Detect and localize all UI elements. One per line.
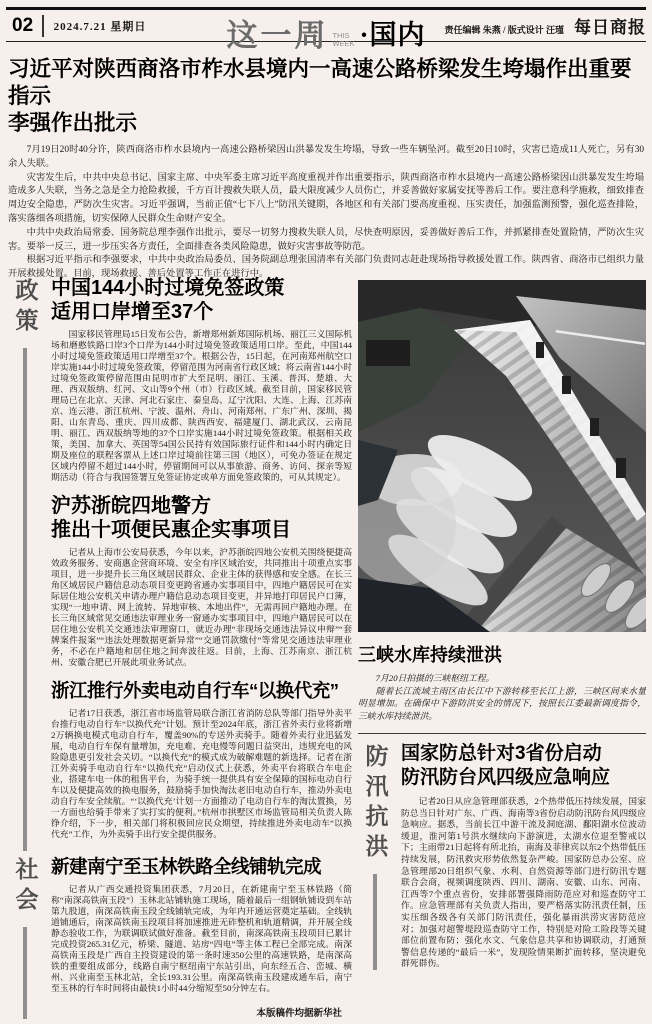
- article-title-line1: 国家防总针对3省份启动: [401, 743, 602, 764]
- masthead-week-cn: 这一周: [226, 18, 329, 53]
- photo-caption-paragraph: 随着长江流域主雨区由长江中下游转移至长江上游，三峡区间来水量明显增加。在确保中下游防洪安全的情况下，按照长江委最新调度指令，三峡水库持续泄洪。: [358, 685, 646, 721]
- article-ebike-battery-swap: [51, 679, 352, 840]
- top-story-paragraph: 7月19日20时40分许，陕西商洛市柞水县境内一高速公路桥梁因山洪暴发发生垮塌，导致一些车辆坠河。截至20日10时，灾害已造成11人死亡，另有30余人失联。: [8, 145, 644, 169]
- editors-credit: 责任编辑 朱燕 / 版式设计 汪瑾: [444, 25, 564, 35]
- issue-date: 2024.7.21 星期日: [53, 20, 147, 33]
- masthead-week-en: [332, 32, 354, 48]
- photo-caption: [358, 672, 646, 722]
- flood-section-label: 防汛抗洪: [362, 744, 388, 864]
- photo-caption-paragraph: 7月20日拍摄的三峡枢纽工程。: [375, 673, 495, 683]
- article-body: 记者20日从应急管理部获悉，2个热带低压持续发展，国家防总当日针对广东、广西、海南等3省份启动防汛防台风四级应急响应。据悉，当前长江中游干流及洞庭湖、鄱阳湖水位波动缓退，淮河第1号洪水继续向下游演进，太湖水位退至警戒以下；主雨带21日起将有所北抬，南海及菲律宾以东2个热带低压持续发展，防汛救灾形势依然复杂严峻。国家防总办公室、应急管理部20日组织气象、水利、自然资源等部门进行防汛专题联合会商，视频调度陕西、四川、湖南、安徽、山东、河南、江西等7个重点省份，安排部署强降雨防范应对和巡查防守工作。应急管理部有关负责人指出，要严格落实防汛责任制，压实压细各级各有关部门防汛责任，强化暴雨洪涝灾害防范应对；加强对超警堤段巡查防守工作，特别是对险工险段等关键部位前置布防；强化水文、气象信息共享和协调联动，打通预警信息传递的“最后一米”，发现险情果断扩面转移，坚决避免群死群伤。: [401, 796, 646, 969]
- headline-line1: 习近平对陕西商洛市柞水县境内一高速公路桥梁发生垮塌作出重要指示: [8, 57, 632, 108]
- society-label-column: [8, 851, 42, 1019]
- right-column: [358, 280, 646, 1022]
- top-story-headline: [8, 56, 644, 137]
- society-section-bar: [23, 927, 27, 1019]
- header-left: [6, 15, 146, 37]
- paper-name: 每日商报: [574, 18, 646, 37]
- article-title: [51, 276, 352, 324]
- article-title-line2: 推出十项便民惠企实事项目: [51, 519, 291, 541]
- article-title-line1: 中国144小时过境免签政策: [51, 277, 285, 299]
- flood-section-content: [392, 738, 646, 970]
- article-title: 浙江推行外卖电动自行车“以换代充”: [51, 680, 339, 701]
- photo-caption-title: 三峡水库持续泄洪: [358, 645, 502, 665]
- page-header: [6, 10, 646, 53]
- left-column: [8, 272, 352, 1020]
- flood-section: [358, 738, 646, 970]
- article-police-services: [51, 494, 352, 668]
- society-section: [8, 851, 352, 1019]
- header-divider: [42, 15, 44, 37]
- article-title: [401, 742, 646, 790]
- article-body: 国家移民管理局15日发布公告，新增郑州新郑国际机场、丽江三义国际机场和磨憨铁路口岸3个口岸为144小时过境免签政策适用口岸。至此，中国144小时过境免签政策适用口岸增至37个。根据公告，15日起，在河南郑州航空口岸实施144小时过境免签政策，停留范围为河南省行政区域；将云南省144小时过境免签政策停留范围由昆明市扩大至昆明、丽江、玉溪、普洱、楚雄、大理、西双版纳、红河、文山等9个州（市）行政区域。截至目前，国家移民管理局已在北京、天津、河北石家庄、秦皇岛、辽宁沈阳、大连、上海、江苏南京、连云港、浙江杭州、宁波、温州、舟山、河南郑州、广东广州、深圳、揭阳、山东青岛、重庆、四川成都、陕西西安、福建厦门、湖北武汉、云南昆明、丽江、西双版纳等地的37个口岸实施144小时过境免签政策。根据相关政策，美国、加拿大、英国等54国公民持有效国际旅行证件和144小时内确定日期及座位的联程客票从上述口岸过境前往第三国（地区），可免办签证在规定区域内停留不超过144小时，停留期间可以从事旅游、商务、访问、探亲等短期活动（符合与我国签署互免签证协定或单方面免签政策的，可从其规定）。: [51, 329, 352, 482]
- article-title-line2: 防汛防台风四级应急响应: [401, 767, 611, 788]
- three-gorges-photo: [358, 280, 646, 632]
- society-section-label: 社会: [12, 857, 38, 917]
- article-title: 新建南宁至玉林铁路全线铺轨完成: [51, 856, 322, 877]
- article-body: 记者17日获悉，浙江省市场监管局联合浙江省消防总队等部门指导外卖平台推行电动自行车“以换代充”计划。预计至2024年底，浙江省外卖行业将新增2万辆换电模式电动自行车，覆盖90%的专送外卖骑手。随着外卖行业迅猛发展，电动自行车保有量增加，充电难、充电慢等问题日益突出，违规充电的风险隐患更引发社会关切。“以换代充”的模式成为破解难题的新选择。记者在浙江外卖骑手电动自行车“以换代充”启动仪式上获悉，外卖平台将联合车电企业，搭建车电一体的租售平台，为骑手统一提供具有安全保障的国标电动自行车以及便捷高效的换电服务，鼓励骑手加快淘汰老旧电动自行车，推动外卖电动自行车安全续航。“‘以换代充’计划一方面推动了电动自行车的淘汰置换，另一方面也给骑手带来了实打实的便利。”杭州市拱墅区市场监管局相关负责人陈铮介绍，下一步，相关部门将积极回应民众期望，持续推进外卖电动车“以换代充”工作，为外卖骑手出行安全提供服务。: [51, 708, 352, 839]
- article-flood-response: [401, 742, 646, 970]
- policy-section-label: 政策: [12, 278, 38, 338]
- flood-section-bar: [373, 874, 377, 970]
- policy-section: [8, 272, 352, 851]
- top-story-paragraph: 灾害发生后，中共中央总书记、国家主席、中央军委主席习近平高度重视并作出重要指示，陕西商洛市柞水县境内一高速公路桥梁因山洪暴发发生垮塌造成多人失联，当务之急是全力抢险救援，千方百计搜救失联人员，最大限度减少人员伤亡，并妥善做好家属安抚等善后工作。要注意科学施救，细致排查周边安全隐患，严防次生灾害。习近平强调，当前正值“七下八上”防汛关键期，各地区和有关部门要高度重视、压实责任，加强监测预警，强化巡查排险，落实落细各项措施，切实保障人民群众生命财产安全。: [8, 172, 644, 224]
- header-right: [444, 13, 646, 38]
- masthead-week-en-line1: THIS: [332, 30, 350, 40]
- masthead-section: ·国内: [359, 20, 426, 50]
- policy-section-content: [42, 272, 352, 851]
- top-story: [8, 56, 644, 282]
- article-title: [51, 494, 352, 542]
- top-story-paragraph: 中共中央政治局常委、国务院总理李强作出批示，要尽一切努力搜救失联人员，尽快查明原因，妥善做好善后工作，并抓紧排查处置险情，严防次生灾害。要举一反三，进一步压实各方责任，全面排查各类风险隐患，做好灾害事故等防范。: [8, 227, 644, 252]
- society-section-content: [42, 851, 352, 1019]
- article-body: 记者从上海市公安局获悉，今年以来，沪苏浙皖四地公安机关围绕便捷高效政务服务、安商惠企营商环境、安全有序区域治安，共同推出十项重点实事项目，进一步提升长三角区域居民群众、企业主体的获得感和安全感。在长三角区域居民户籍信息动态项目变更跨省通办实事项目中，四地户籍居民可在实际居住地公安机关申请办理户籍信息动态项目变更，并异地打印居民户口簿，实现“一地申请、网上流转、异地审核、本地出件”，无需再回户籍地办理。在长三角区域常见交通违法审理业务一窗通办实事项目中，四地户籍居民可以在居住地公安机关交通违法审理窗口，就近办理“非现场交通违法异议申辩”“套牌案件报案”“违法处理数据更新异常”“交通罚款缴付”等常见交通违法审理业务，不必在户籍地和居住地之间奔波往返。目前，上海、江苏南京、浙江杭州、安徽合肥已开展此项业务试点。: [51, 547, 352, 667]
- top-story-body: [8, 144, 644, 282]
- page-number: 02: [12, 14, 34, 36]
- article-title-line2: 适用口岸增至37个: [51, 301, 214, 323]
- flood-label-column: [358, 738, 392, 970]
- masthead-week-en-line2: WEEK: [332, 38, 355, 48]
- article-visa-policy: [51, 276, 352, 483]
- article-railway-track: [51, 855, 352, 994]
- policy-section-bar: [23, 348, 27, 851]
- caption-divider: [358, 733, 646, 734]
- article-title-line1: 沪苏浙皖四地警方: [51, 495, 211, 517]
- top-story-paragraph: 根据习近平指示和李强要求，中共中央政治局委员、国务院副总理张国清率有关部门负责同志赶赴现场指导救援处置工作。陕西省、商洛市已组织力量开展救援处置。目前，现场救援、善后处置等工作正在进行中。: [8, 255, 644, 280]
- xinhua-credit: 本版稿件均据新华社: [256, 1009, 342, 1019]
- dam-photo-art: [358, 280, 646, 632]
- section-masthead: [226, 10, 425, 55]
- headline-line2: 李强作出批示: [8, 111, 138, 135]
- article-body: 记者从广西交通投资集团获悉，7月20日，在新建南宁至玉林铁路（简称“南深高铁南玉段”）玉林北站铺轨施工现场，随着最后一组钢轨铺设到车站第九股道，南深高铁南玉段全线铺轨完成，为年内开通运营奠定基础。全线轨道铺通后，南深高铁南玉段项目将加速推进无砟整机和轨道精调，并开展全线静态验收工作，为联调联试做好准备。截至目前，南深高铁南玉段项目已累计完成投资265.31亿元，桥梁、隧道、站房“四电”等主体工程已全部完成。南深高铁南玉段是广西自主投资建设的第一条时速350公里的高速铁路，是南深高铁的重要组成部分，线路自南宁枢纽南宁东站引出，向东经五合、峦城、横州、兴业南至玉林北站，全长193.31公里。南深高铁南玉段建成通车后，南宁至玉林的行车时间将由最快1小时44分缩短至50分钟左右。: [51, 884, 352, 993]
- policy-label-column: [8, 272, 42, 851]
